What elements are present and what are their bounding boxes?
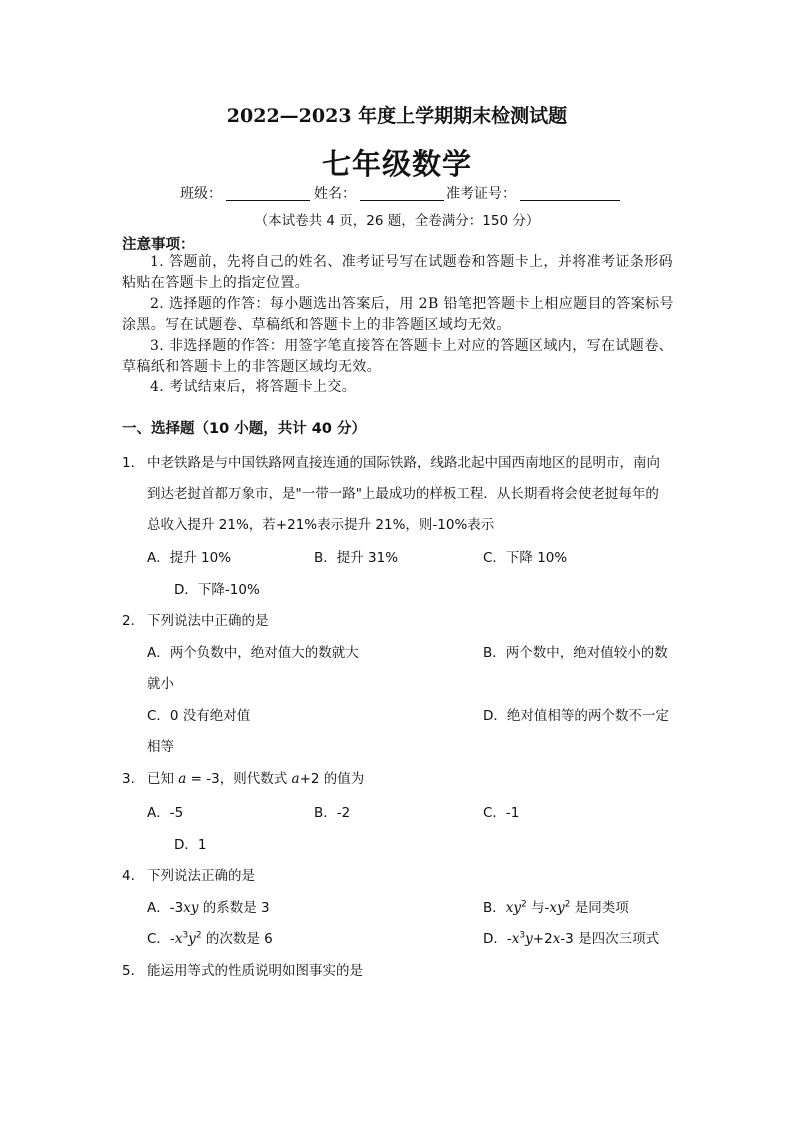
question-number: 3． [122, 771, 145, 787]
variable: a [291, 771, 300, 787]
option-b[interactable] [483, 896, 629, 916]
name-blank[interactable] [360, 185, 444, 201]
option-b[interactable]: B．-2 [314, 805, 351, 821]
variable: y [188, 931, 196, 947]
question-number: 4． [122, 868, 145, 884]
option-text: 与- [526, 900, 550, 916]
section-heading: 一、选择题（10 小题，共计 40 分） [122, 421, 366, 437]
exam-subject: 七年级数学 [321, 147, 472, 181]
exponent: 3 [182, 930, 189, 941]
exponent: 2 [521, 899, 527, 910]
option-c[interactable]: C．0 没有绝对值 [147, 708, 251, 724]
variable: x [552, 931, 561, 947]
variable: y [525, 931, 533, 947]
id-blank[interactable] [520, 185, 620, 201]
question-text: 中老铁路是与中国铁路网直接连通的国际铁路，线路北起中国西南地区的昆明市，南向 [147, 455, 660, 471]
option-d-continued: 相等 [147, 739, 174, 755]
id-label: 准考证号： [446, 186, 516, 202]
notice-item-text: 1. 答题前，先将自己的姓名、准考证号写在试题卷和答题卡上，并将准考证条形码粘贴在答题卡上的指定位置。 [122, 254, 674, 291]
option-d[interactable]: D．绝对值相等的两个数不一定 [483, 708, 669, 724]
question-3-stem [122, 767, 364, 787]
question-text: +2 的值为 [299, 771, 365, 787]
notice-heading: 注意事项： [122, 237, 195, 253]
variable: x [174, 931, 183, 947]
question-text: 已知 [147, 771, 179, 787]
option-text: 是同类项 [570, 900, 629, 916]
question-text: 能运用等式的性质说明如图事实的是 [147, 963, 363, 979]
question-number: 5． [122, 963, 145, 979]
exponent: 2 [564, 899, 571, 910]
option-c[interactable] [147, 927, 273, 947]
variable: xy [505, 900, 522, 916]
exponent: 3 [519, 930, 526, 941]
option-text: C．- [147, 931, 175, 947]
question-1-line [122, 451, 660, 471]
exam-title: 2022—2023 年度上学期期末检测试题 [226, 105, 568, 127]
option-text: 的次数是 6 [201, 931, 273, 947]
question-4-stem [122, 864, 255, 884]
question-text: 下列说法中正确的是 [147, 613, 269, 629]
notice-item [122, 294, 674, 336]
variable: a [178, 771, 187, 787]
option-text: +2 [532, 931, 553, 947]
option-text: B． [483, 900, 506, 916]
option-c[interactable]: C．-1 [483, 805, 520, 821]
question-number: 1． [122, 455, 145, 471]
option-text: D．- [483, 931, 512, 947]
name-field [314, 183, 444, 203]
option-b-continued: 就小 [147, 676, 174, 692]
option-text: -3 是四次三项式 [560, 931, 660, 947]
option-b[interactable]: B．提升 31% [314, 550, 399, 566]
option-d[interactable] [483, 927, 659, 947]
option-b[interactable]: B．两个数中，绝对值较小的数 [483, 645, 668, 661]
notice-item [122, 336, 674, 378]
class-label: 班级： [180, 186, 222, 202]
option-c[interactable]: C．下降 10% [483, 550, 568, 566]
notice-item [122, 252, 674, 294]
notice-item-text: 3. 非选择题的作答：用签字笔直接答在答题卡上对应的答题区域内，写在试题卷、草稿纸和答题卡上的非答题区域均无效。 [122, 338, 674, 375]
option-a[interactable]: A．提升 10% [147, 550, 232, 566]
id-field [446, 183, 620, 203]
option-text: 的系数是 3 [198, 900, 270, 916]
question-1-line: 到达老挝首都万象市，是"一带一路"上最成功的样板工程．从长期看将会使老挝每年的 [147, 486, 659, 502]
question-1-line: 总收入提升 21%，若+21%表示提升 21%，则-10%表示 [147, 517, 495, 533]
question-text: = -3，则代数式 [186, 771, 292, 787]
notice-item-text: 4. 考试结束后，将答题卡上交。 [150, 379, 357, 395]
option-a[interactable] [147, 896, 270, 916]
option-d[interactable]: D．下降-10% [174, 582, 260, 598]
notice-item-text: 2. 选择题的作答：每小题选出答案后，用 2B 铅笔把答题卡上相应题目的答案标号涂黑。写在试题卷、草稿纸和答题卡上的非答题区域均无效。 [122, 296, 674, 333]
question-5-stem [122, 959, 363, 979]
class-blank[interactable] [226, 185, 310, 201]
name-label: 姓名： [314, 186, 356, 202]
notice-item [122, 377, 674, 398]
option-d[interactable]: D．1 [174, 837, 207, 853]
class-field [180, 183, 310, 203]
option-a[interactable]: A．两个负数中，绝对值大的数就大 [147, 645, 359, 661]
question-number: 2． [122, 613, 145, 629]
question-text: 下列说法正确的是 [147, 868, 255, 884]
exponent: 2 [195, 930, 202, 941]
score-info: （本试卷共 4 页，26 题，全卷满分：150 分） [254, 213, 540, 229]
variable: xy [549, 900, 565, 916]
variable: x [511, 931, 520, 947]
option-a[interactable]: A．-5 [147, 805, 184, 821]
question-2-stem [122, 609, 269, 629]
variable: xy [183, 900, 199, 916]
option-text: A．-3 [147, 900, 184, 916]
